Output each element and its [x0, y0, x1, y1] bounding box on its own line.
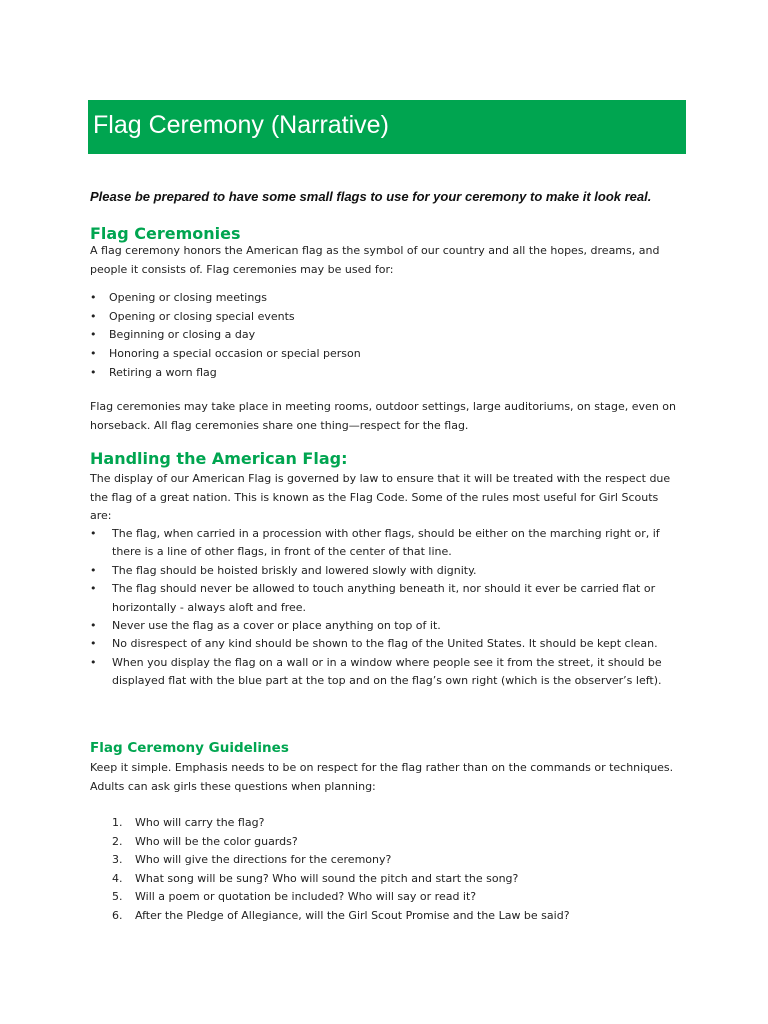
- list-item-text: What song will be sung? Who will sound the pitch and start the song?: [135, 871, 519, 885]
- bullet-icon: •: [90, 655, 97, 669]
- list-item-text: No disrespect of any kind should be shown to the flag of the United States. It should be kept clean.: [112, 637, 658, 651]
- list-item: [90, 617, 680, 635]
- page-title: Flag Ceremony (Narrative): [93, 111, 389, 139]
- list-item-text: Opening or closing special events: [109, 309, 295, 323]
- title-banner: [88, 100, 686, 154]
- intro-note: Please be prepared to have some small flags to use for your ceremony to make it look real.: [90, 189, 652, 204]
- list-item: [90, 525, 680, 562]
- section1-intro: A flag ceremony honors the American flag as the symbol of our country and all the hopes, dreams, and people it consists of. Flag ceremonies may be used for:: [90, 244, 660, 276]
- list-item: [90, 870, 680, 889]
- list-item: [90, 364, 650, 383]
- section1-bullet-list: [90, 289, 650, 382]
- list-item: [90, 308, 650, 327]
- list-item: [90, 562, 680, 580]
- list-item: [90, 851, 680, 870]
- list-item-text: The flag should be hoisted briskly and lowered slowly with dignity.: [112, 563, 477, 577]
- section-heading-handling-flag: Handling the American Flag:: [90, 449, 348, 468]
- bullet-icon: •: [90, 637, 97, 651]
- bullet-icon: •: [90, 619, 97, 633]
- list-item-text: Who will carry the flag?: [135, 816, 265, 829]
- list-item: [90, 654, 680, 691]
- list-item-text: Opening or closing meetings: [109, 291, 268, 304]
- list-item-text: Never use the flag as a cover or place anything on top of it.: [112, 619, 441, 633]
- section2-intro: The display of our American Flag is governed by law to ensure that it will be treated with the respect due the flag of a great nation. This is known as the Flag Code. Some of the rules most useful for Girl Scouts are:: [90, 472, 671, 522]
- list-item: [90, 580, 680, 617]
- list-item-text: Who will give the directions for the ceremony?: [135, 853, 392, 867]
- section2-bullet-list: [90, 525, 680, 691]
- list-item: [90, 833, 680, 852]
- list-item: [90, 888, 680, 907]
- bullet-icon: •: [90, 291, 97, 304]
- list-item-text: The flag should never be allowed to touch anything beneath it, nor should it ever be carried flat or horizontally - always aloft and free.: [112, 582, 656, 614]
- bullet-icon: •: [90, 563, 97, 577]
- bullet-icon: •: [90, 347, 97, 361]
- section-heading-guidelines: Flag Ceremony Guidelines: [90, 740, 289, 756]
- list-number: 3.: [112, 853, 123, 867]
- section-heading-flag-ceremonies: Flag Ceremonies: [90, 224, 241, 243]
- list-item-text: Retiring a worn flag: [109, 365, 217, 379]
- list-item-text: Beginning or closing a day: [109, 328, 256, 342]
- bullet-icon: •: [90, 527, 97, 540]
- list-item: [90, 289, 650, 308]
- list-item-text: Who will be the color guards?: [135, 834, 298, 848]
- bullet-icon: •: [90, 309, 97, 323]
- list-number: 6.: [112, 908, 123, 922]
- list-item-text: After the Pledge of Allegiance, will the Girl Scout Promise and the Law be said?: [135, 908, 570, 922]
- planning-questions-list: [90, 814, 680, 926]
- list-item: [90, 345, 650, 364]
- list-number: 2.: [112, 834, 123, 848]
- section3-intro: Keep it simple. Emphasis needs to be on respect for the flag rather than on the commands or techniques. Adults can ask girls these questions when planning:: [90, 761, 674, 793]
- list-item: [90, 326, 650, 345]
- bullet-icon: •: [90, 365, 97, 379]
- bullet-icon: •: [90, 328, 97, 342]
- list-item-text: When you display the flag on a wall or in a window where people see it from the street, it should be displayed flat with the blue part at the top and on the flag’s own right (which is the observer’s left).: [112, 655, 662, 688]
- list-number: 1.: [112, 816, 123, 829]
- list-item: [90, 635, 680, 653]
- list-number: 4.: [112, 871, 123, 885]
- list-item-text: Honoring a special occasion or special person: [109, 347, 361, 361]
- list-item: [90, 907, 680, 926]
- list-number: 5.: [112, 890, 123, 904]
- list-item: [90, 814, 680, 833]
- bullet-icon: •: [90, 582, 97, 596]
- section1-closing: Flag ceremonies may take place in meeting rooms, outdoor settings, large auditoriums, on stage, even on horseback. All flag ceremonies share one thing—respect for the flag.: [90, 400, 676, 432]
- list-item-text: The flag, when carried in a procession with other flags, should be either on the marching right or, if there is a line of other flags, in front of the center of that line.: [112, 527, 660, 559]
- list-item-text: Will a poem or quotation be included? Who will say or read it?: [135, 890, 477, 904]
